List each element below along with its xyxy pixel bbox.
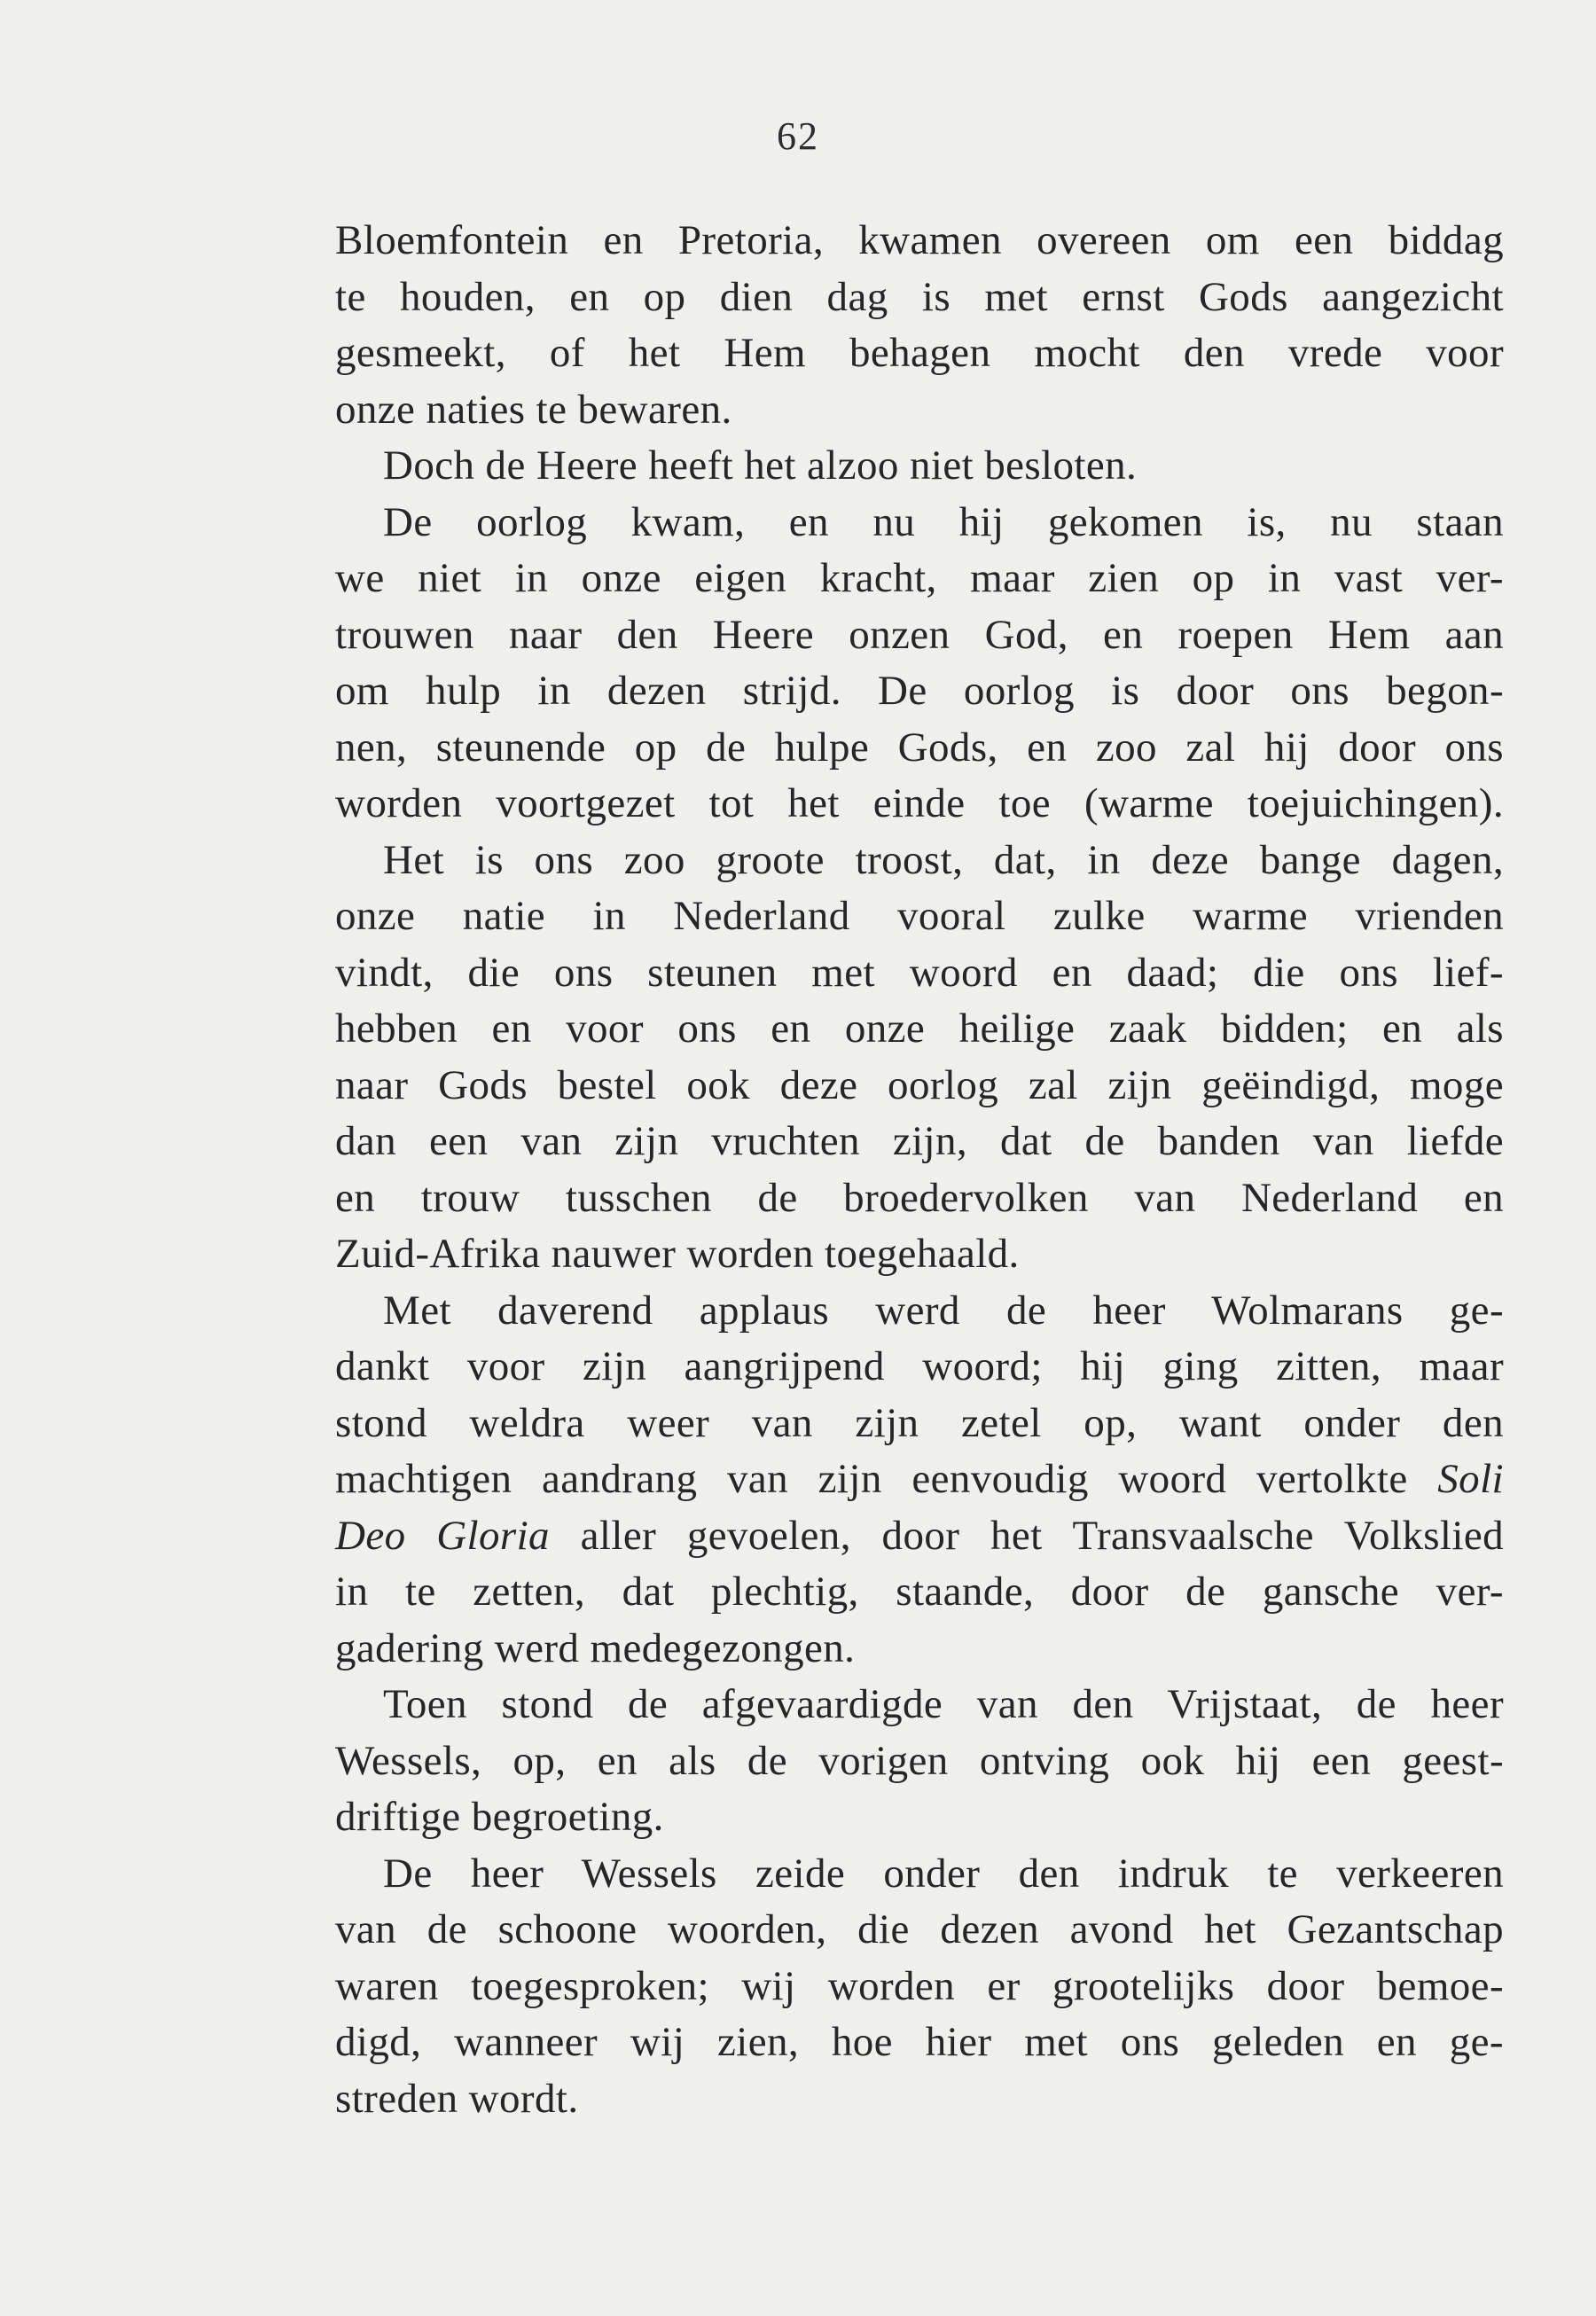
line-text: driftige begroeting. — [335, 1794, 664, 1840]
line-text: machtigen aandrang van zijn eenvoudig woord vertolkte — [335, 1456, 1438, 1502]
line-text: De heer Wessels zeide onder den indruk te verkeeren — [383, 1850, 1504, 1897]
text-line — [335, 495, 1504, 552]
line-text: stond weldra weer van zijn zetel op, want onder den — [335, 1399, 1504, 1446]
text-line — [335, 1789, 1504, 1846]
line-text: in te zetten, dat plechtig, staande, door de gansche ver- — [335, 1569, 1504, 1615]
text-line — [335, 1170, 1504, 1227]
line-text: te houden, en op dien dag is met ernst Gods aangezicht — [335, 273, 1504, 320]
text-line — [335, 1114, 1504, 1170]
line-text: en trouw tusschen de broedervolken van Nederland en — [335, 1174, 1504, 1221]
line-text: hebben en voor ons en onze heilige zaak bidden; en als — [335, 1005, 1504, 1052]
line-text: dan een van zijn vruchten zijn, dat de banden van liefde — [335, 1118, 1504, 1164]
text-line — [335, 382, 1504, 439]
text-line — [335, 663, 1504, 720]
text-line — [335, 1564, 1504, 1621]
line-text: Het is ons zoo groote troost, dat, in deze bange dagen, — [383, 836, 1504, 883]
line-text: onze naties te bewaren. — [335, 386, 732, 433]
line-text: De oorlog kwam, en nu hij gekomen is, nu staan — [383, 498, 1504, 545]
text-line — [335, 1902, 1504, 1959]
text-line — [335, 270, 1504, 326]
text-line — [335, 438, 1504, 495]
body-text — [335, 213, 1504, 2127]
text-line — [335, 1677, 1504, 1733]
line-text: waren toegesproken; wij worden er grootelijks door bemoe- — [335, 1962, 1504, 2009]
text-line — [335, 1451, 1504, 1508]
text-line — [335, 833, 1504, 889]
line-text: dankt voor zijn aangrijpend woord; hij ging zitten, maar — [335, 1343, 1504, 1389]
line-text: we niet in onze eigen kracht, maar zien op in vast ver- — [335, 555, 1504, 601]
line-text: Bloemfontein en Pretoria, kwamen overeen om een biddag — [335, 217, 1504, 263]
text-line — [335, 551, 1504, 607]
text-line — [335, 776, 1504, 833]
line-text: Met daverend applaus werd de heer Wolmarans ge- — [383, 1287, 1504, 1334]
line-text: gadering werd medegezongen. — [335, 1624, 856, 1671]
text-line — [335, 2015, 1504, 2071]
line-text: Zuid-Afrika nauwer worden toegehaald. — [335, 1231, 1020, 1277]
line-text: trouwen naar den Heere onzen God, en roepen Hem aan — [335, 611, 1504, 658]
text-line — [335, 1508, 1504, 1565]
line-text: Toen stond de afgevaardigde van den Vrijstaat, de heer — [383, 1681, 1504, 1727]
text-line — [335, 1733, 1504, 1790]
page-number: 62 — [777, 114, 819, 158]
line-text: streden wordt. — [335, 2075, 579, 2122]
text-line — [335, 1283, 1504, 1340]
text-line — [335, 1001, 1504, 1058]
text-line — [335, 2071, 1504, 2128]
italic-phrase: Deo Gloria — [335, 1512, 550, 1559]
text-line — [335, 1396, 1504, 1452]
line-text: vindt, die ons steunen met woord en daad; die ons lief- — [335, 949, 1504, 996]
text-line — [335, 1058, 1504, 1115]
line-text: nen, steunende op de hulpe Gods, en zoo zal hij door ons — [335, 724, 1504, 771]
italic-phrase: Soli — [1437, 1456, 1504, 1502]
text-line — [335, 1621, 1504, 1678]
line-text: Doch de Heere heeft het alzoo niet besloten. — [383, 442, 1138, 489]
line-text: aller gevoelen, door het Transvaalsche Volkslied — [549, 1512, 1505, 1559]
text-line — [335, 325, 1504, 382]
line-text: worden voortgezet tot het einde toe (warme toejuichingen). — [335, 780, 1504, 826]
text-line — [335, 945, 1504, 1002]
line-text: digd, wanneer wij zien, hoe hier met ons geleden en ge- — [335, 2019, 1504, 2065]
text-line — [335, 1846, 1504, 1903]
line-text: van de schoone woorden, die dezen avond het Gezantschap — [335, 1906, 1504, 1952]
text-line — [335, 1339, 1504, 1396]
text-line — [335, 213, 1504, 270]
text-line — [335, 888, 1504, 945]
text-line — [335, 1226, 1504, 1283]
text-line — [335, 1959, 1504, 2015]
line-text: Wessels, op, en als de vorigen ontving ook hij een geest- — [335, 1737, 1504, 1784]
line-text: naar Gods bestel ook deze oorlog zal zijn geëindigd, moge — [335, 1061, 1504, 1108]
line-text: onze natie in Nederland vooral zulke warme vrienden — [335, 893, 1504, 939]
text-line — [335, 607, 1504, 664]
line-text: om hulp in dezen strijd. De oorlog is door ons begon- — [335, 668, 1504, 714]
line-text: gesmeekt, of het Hem behagen mocht den vrede voor — [335, 330, 1504, 376]
text-line — [335, 720, 1504, 777]
